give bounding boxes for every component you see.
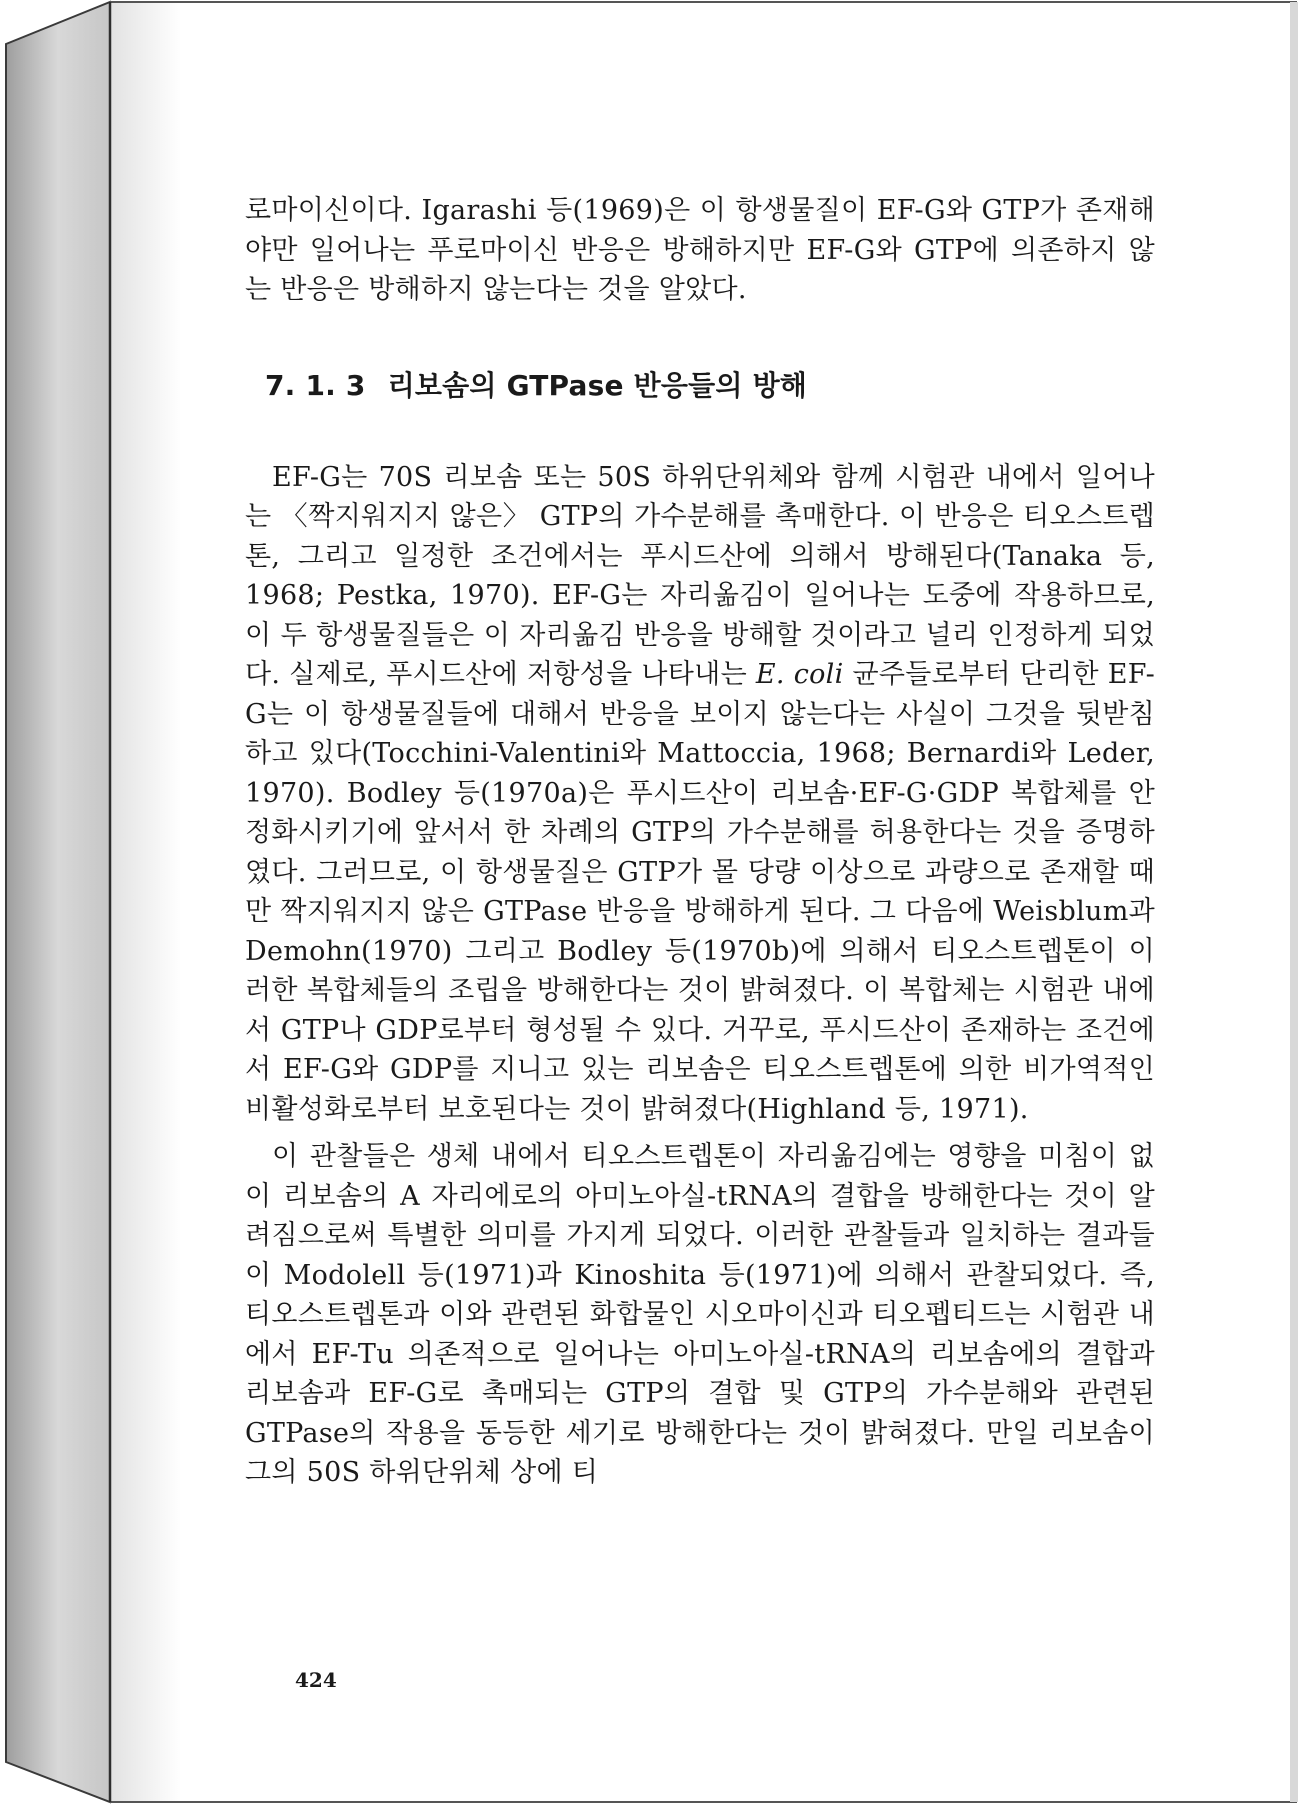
paragraph-ef-g [245, 458, 1155, 1130]
organism-name-italic: E. coli [755, 659, 844, 690]
section-title: 리보솜의 GTPase 반응들의 방해 [387, 368, 808, 402]
paragraph-observations: 이 관찰들은 생체 내에서 티오스트렙톤이 자리옮김에는 영향을 미침이 없이 리보솜의 A 자리에로의 아미노아실-tRNA의 결합을 방해한다는 것이 알려짐으로써 특별한 의미를 가지게 되었다. 이러한 관찰들과 일치하는 결과들이 Modolell 등(1971)과 Kinoshita 등(1971)에 의해서 관찰되었다. 즉, 티오스트렙톤과 이와 관련된 화합물인 시오마이신과 티오펩티드는 시험관 내에서 EF-Tu 의존적으로 일어나는 아미노아실-tRNA의 리보솜에의 결합과 리보솜과 EF-G로 촉매되는 GTP의 결합 및 GTP의 가수분해와 관련된 GTPase의 작용을 동등한 세기로 방해한다는 것이 밝혀졌다. 만일 리보솜이 그의 50S 하위단위체 상에 티 [245, 1141, 1155, 1488]
paragraph-ef-g-part-1: EF-G는 70S 리보솜 또는 50S 하위단위체와 함께 시험관 내에서 일어나는 〈짝지워지지 않은〉 GTP의 가수분해를 촉매한다. 이 반응은 티오스트렙톤, 그리고 일정한 조건에서는 푸시드산에 의해서 방해된다(Tanaka 등, 1968; Pestka, 1970). EF-G는 자리옮김이 일어나는 도중에 작용하므로, 이 두 항생물질들은 이 자리옮김 반응을 방해할 것이라고 널리 인정하게 되었다. 실제로, 푸시드산에 저항성을 나타내는 [245, 461, 1155, 690]
section-number: 7. 1. 3 [265, 368, 366, 402]
page-content [245, 185, 1155, 1493]
paragraph-continued: 로마이신이다. Igarashi 등(1969)은 이 항생물질이 EF-G와 GTP가 존재해야만 일어나는 푸로마이신 반응은 방해하지만 EF-G와 GTP에 의존하지 않는 반응은 방해하지 않는다는 것을 알았다. [245, 195, 1155, 305]
page-number: 424 [295, 1668, 337, 1692]
paragraph-ef-g-part-2: 균주들로부터 단리한 EF-G는 이 항생물질들에 대해서 반응을 보이지 않는다는 사실이 그것을 뒷받침하고 있다(Tocchini-Valentini와 Mattoccia, 1968; Bernardi와 Leder, 1970). Bodley 등(1970a)은 푸시드산이 리보솜·EF-G·GDP 복합체를 안정화시키기에 앞서서 한 차례의 GTP의 가수분해를 허용한다는 것을 증명하였다. 그러므로, 이 항생물질은 GTP가 몰 당량 이상으로 과량으로 존재할 때만 짝지워지지 않은 GTPase 반응을 방해하게 된다. 그 다음에 Weisblum과 Demohn(1970) 그리고 Bodley 등(1970b)에 의해서 티오스트렙톤이 이러한 복합체들의 조립을 방해한다는 것이 밝혀졌다. 이 복합체는 시험관 내에서 GTP나 GDP로부터 형성될 수 있다. 거꾸로, 푸시드산이 존재하는 조건에서 EF-G와 GDP를 지니고 있는 리보솜은 티오스트렙톤에 의한 비가역적인 비활성화로부터 보호된다는 것이 밝혀졌다(Highland 등, 1971). [245, 659, 1156, 1125]
section-heading [265, 364, 1155, 404]
page-edge-shadow [1290, 2, 1298, 1802]
book-spine [6, 2, 110, 1802]
